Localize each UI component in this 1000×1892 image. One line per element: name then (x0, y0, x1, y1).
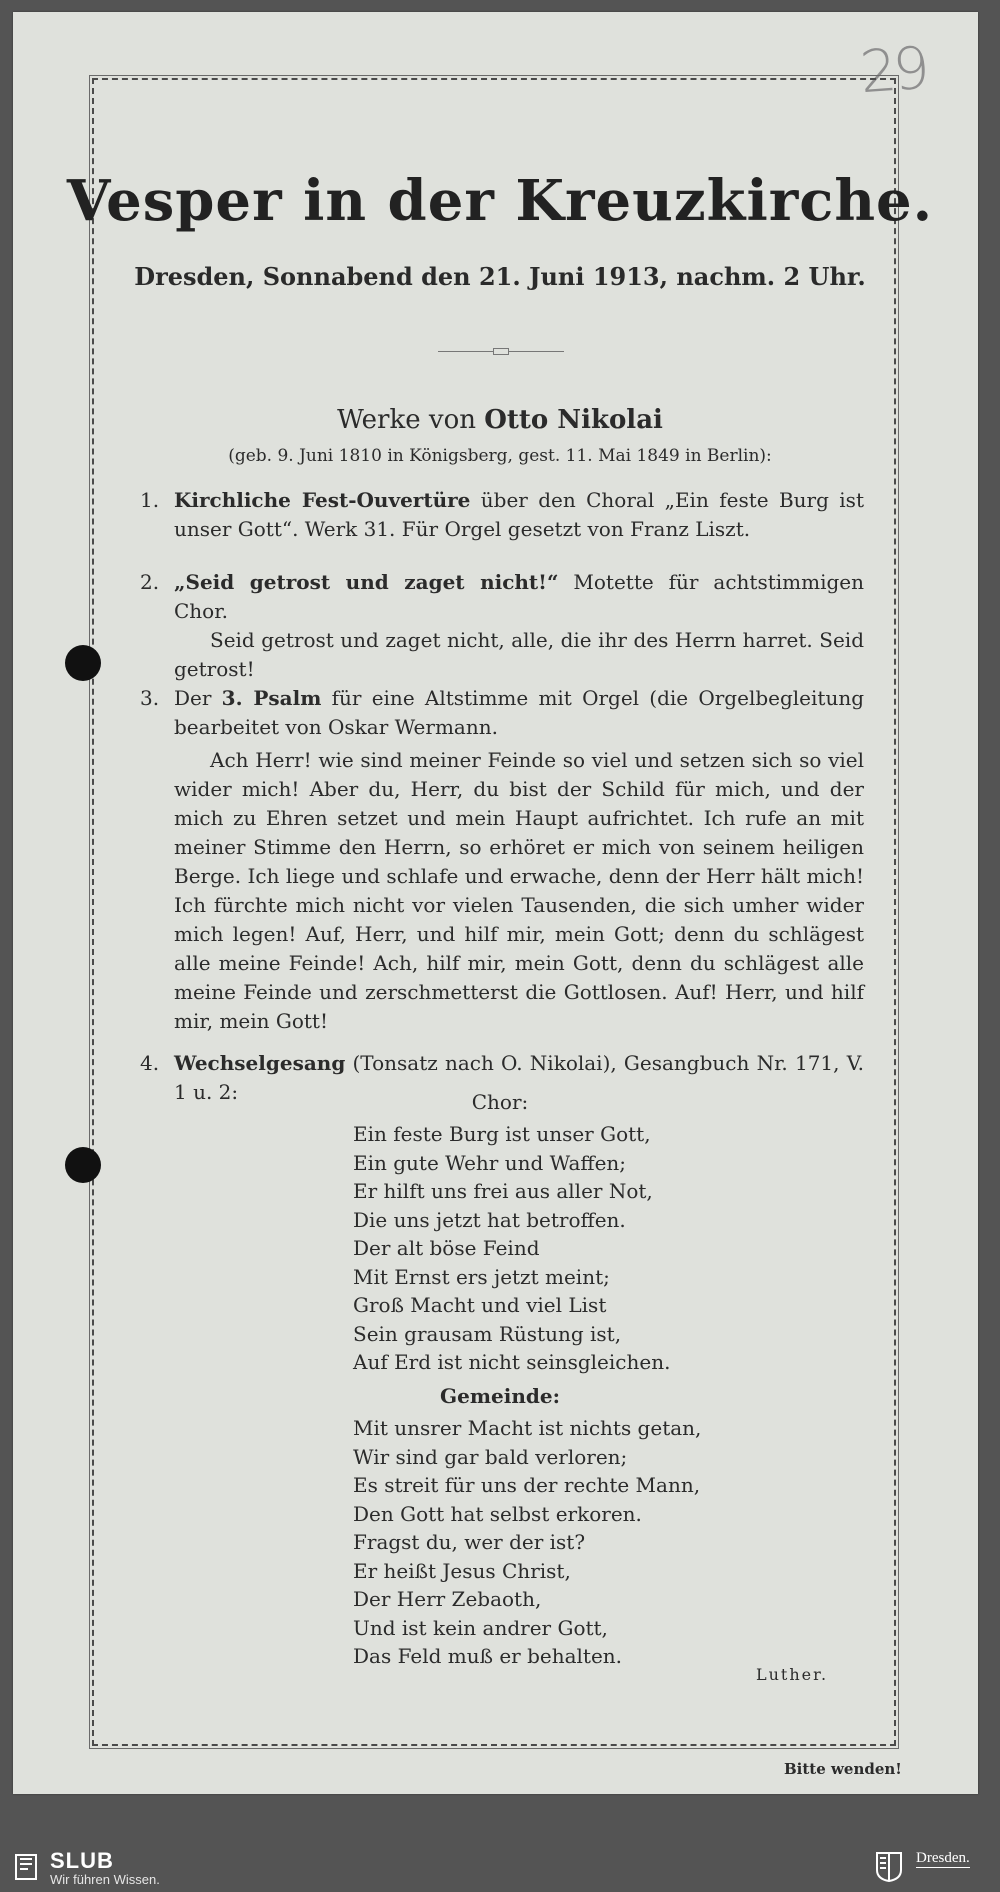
congregation-heading: Gemeinde: (440, 1384, 560, 1408)
composer-prefix: Werke von (337, 405, 476, 435)
verse-line: Das Feld muß er behalten. (353, 1644, 623, 1668)
item-number: 2. (140, 570, 160, 594)
verse-line: Fragst du, wer der ist? (353, 1530, 586, 1554)
verse-line: Es streit für uns der rechte Mann, (353, 1473, 701, 1497)
verse-line: Er hilft uns frei aus aller Not, (353, 1179, 653, 1203)
verse-line: Mit unsrer Macht ist nichts getan, (353, 1416, 702, 1440)
verse-line: Der alt böse Feind (353, 1236, 540, 1260)
verse-line: Und ist kein andrer Gott, (353, 1615, 608, 1640)
program-item-3 (140, 684, 864, 1036)
footer-bar (0, 1842, 1000, 1892)
composer-name: Otto Nikolai (484, 405, 663, 435)
verse-line: Auf Erd ist nicht seinsgleichen. (353, 1350, 671, 1374)
item-description: Motette für achtstimmigen Chor. (174, 570, 864, 623)
divider (438, 351, 564, 352)
punch-hole (65, 645, 101, 681)
item-number: 3. (140, 686, 160, 710)
item-title-prefix: Der (174, 686, 222, 710)
composer-heading (0, 405, 1000, 435)
verse-line: Die uns jetzt hat betroffen. (353, 1207, 626, 1232)
item-description: (Tonsatz nach O. Nikolai), Gesangbuch Nr. 171, V. 1 u. 2: (174, 1051, 864, 1104)
footer-brand[interactable]: SLUB (50, 1848, 114, 1873)
item-number: 4. (140, 1051, 160, 1075)
composer-life-dates: (geb. 9. Juni 1810 in Königsberg, gest. 11. Mai 1849 in Berlin): (228, 446, 772, 466)
program-item-2 (140, 568, 864, 684)
slub-logo-icon[interactable] (14, 1853, 38, 1881)
verse-line: Groß Macht und viel List (353, 1293, 607, 1317)
item-text: Seid getrost und zaget nicht, alle, die ihr des Herrn harret. Seid getrost! (174, 628, 864, 681)
program-item-1 (140, 486, 864, 544)
event-date: Dresden, Sonnabend den 21. Juni 1913, nachm. 2 Uhr. (134, 262, 866, 291)
item-title: „Seid getrost und zaget nicht!“ (174, 570, 559, 594)
item-title: 3. Psalm (221, 686, 322, 710)
verse-line: Den Gott hat selbst erkoren. (353, 1501, 642, 1526)
item-number: 1. (140, 488, 160, 512)
hymn-author: Luther. (756, 1665, 829, 1684)
dresden-crest-icon[interactable] (876, 1852, 902, 1882)
verse-line: Ein feste Burg ist unser Gott, (353, 1122, 651, 1146)
verse-line: Wir sind gar bald verloren; (353, 1444, 628, 1469)
item-text: Ach Herr! wie sind meiner Feinde so viel und setzen sich so viel wider mich! Aber du, Herr, du bist der Schild für mich, und der mich zu Ehren setzet und mein Haupt aufrichtet. Ich rufe an mit meiner Stimme den Herrn, so erhöret er mich von seinem heiligen Berge. Ich liege und schlafe und erwache, denn der Herr hält mich! Ich fürchte mich nicht vor vielen Tausenden, die sich umher wider mich legen! Auf, Herr, und hilf mir, mein Gott; denn du schlägest alle meine Feinde! Ach, hilf mir, mein Gott, denn du schlägest alle meine Feinde und zerschmetterst die Gottlosen. Auf! Herr, und hilf mir, mein Gott! (174, 748, 864, 1033)
verse-line: Sein grausam Rüstung ist, (353, 1321, 622, 1346)
page-number: 29 (857, 33, 929, 107)
item-title: Kirchliche Fest-Ouvertüre (174, 488, 471, 512)
verse-line: Mit Ernst ers jetzt meint; (353, 1264, 610, 1289)
turn-page-note: Bitte wenden! (784, 1760, 902, 1778)
item-title: Wechselgesang (174, 1051, 346, 1075)
choir-verse (353, 1120, 670, 1377)
choir-heading: Chor: (471, 1090, 529, 1114)
page-title: Vesper in der Kreuzkirche. (66, 168, 934, 234)
verse-line: Er heißt Jesus Christ, (353, 1558, 571, 1583)
congregation-verse (353, 1414, 701, 1671)
item-description: für eine Altstimme mit Orgel (die Orgelbegleitung bearbeitet von Oskar Wermann. (174, 686, 865, 739)
verse-line: Der Herr Zebaoth, (353, 1587, 542, 1611)
item-description: über den Choral „Ein feste Burg ist unser Gott“. Werk 31. Für Orgel gesetzt von Franz Liszt. (174, 488, 864, 541)
footer-slogan: Wir führen Wissen. (50, 1872, 160, 1887)
punch-hole (65, 1147, 101, 1183)
verse-line: Ein gute Wehr und Waffen; (353, 1150, 627, 1175)
footer-city[interactable]: Dresden. (916, 1850, 970, 1866)
